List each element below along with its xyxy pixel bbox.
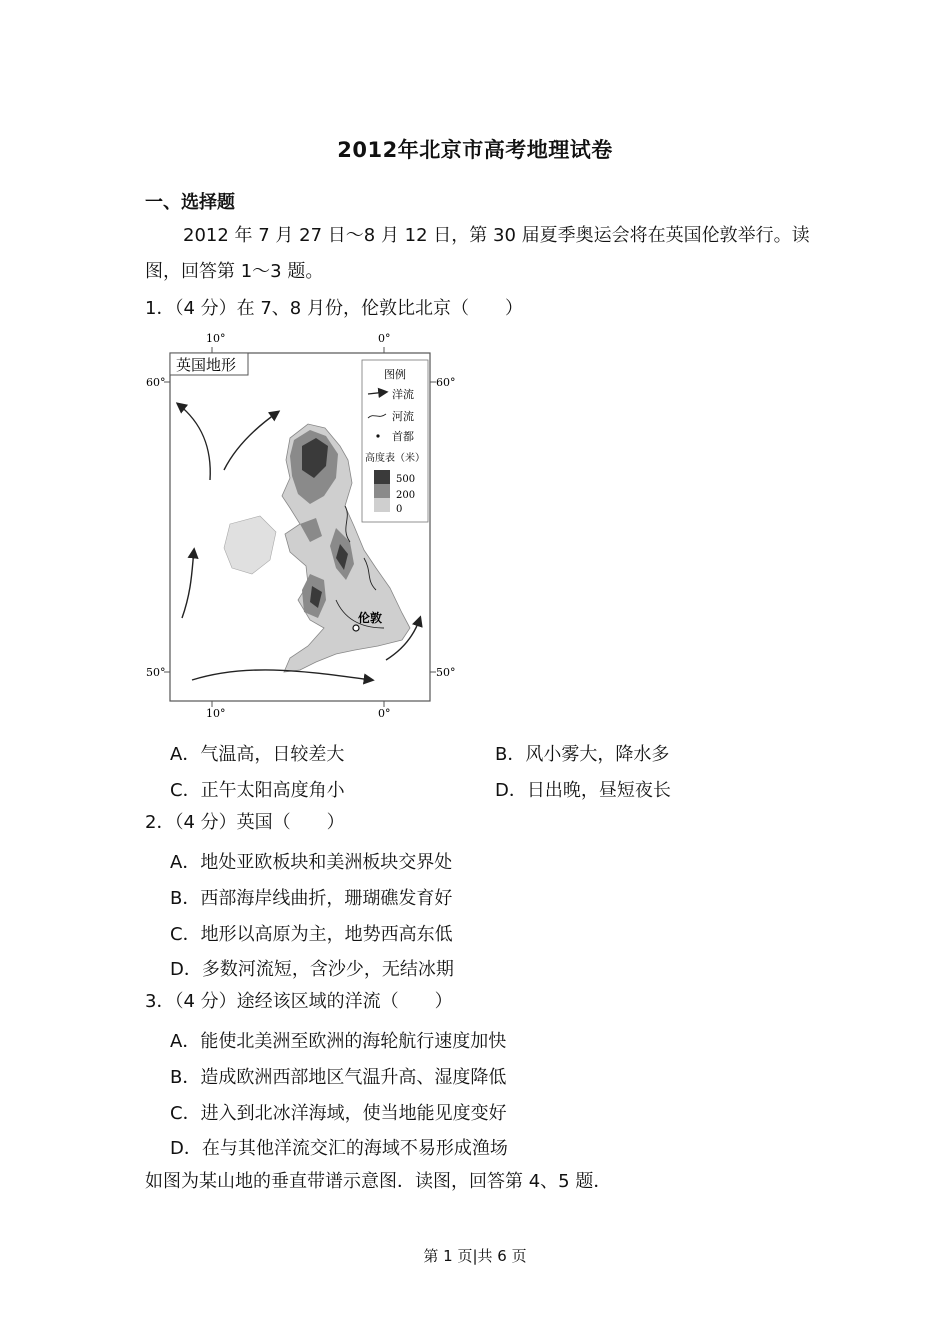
lon-label-10: 10° (206, 332, 226, 345)
intro-line-2: 图，回答第 1～3 题。 (145, 261, 324, 282)
section-heading: 一、选择题 (145, 192, 235, 213)
q3-option-a[interactable]: A．能使北美洲至欧洲的海轮航行速度加快 (170, 1031, 507, 1052)
q1-option-b[interactable]: B．风小雾大，降水多 (495, 744, 670, 765)
next-questions-intro: 如图为某山地的垂直带谱示意图．读图，回答第 4、5 题． (145, 1171, 612, 1192)
intro-line-1: 2012 年 7 月 27 日～8 月 12 日，第 30 届夏季奥运会将在英国伦敦举行。读 (183, 225, 810, 246)
lat-label-60: 60° (146, 376, 166, 389)
q3-option-d[interactable]: D．在与其他洋流交汇的海域不易形成渔场 (170, 1138, 508, 1159)
q3-option-c[interactable]: C．进入到北冰洋海域，使当地能见度变好 (170, 1103, 507, 1124)
lon-label-0: 0° (378, 332, 391, 345)
lon-label-10-bottom: 10° (206, 707, 226, 720)
q2-option-d[interactable]: D．多数河流短，含沙少，无结冰期 (170, 959, 454, 980)
elev-swatch-high (374, 470, 390, 484)
q1-option-d[interactable]: D．日出晚，昼短夜长 (495, 780, 671, 801)
q1-option-a[interactable]: A．气温高，日较差大 (170, 744, 345, 765)
legend-capital-icon (376, 434, 379, 437)
lat-label-60-right: 60° (436, 376, 456, 389)
legend-river: 河流 (392, 410, 414, 423)
page-footer: 第 1 页|共 6 页 (423, 1247, 527, 1265)
q1-option-c[interactable]: C．正午太阳高度角小 (170, 780, 345, 801)
map-title: 英国地形 (176, 356, 237, 374)
elevation-scale-title: 高度表（米） (365, 453, 425, 464)
question-1-stem: 1．（4 分）在 7、8 月份，伦敦比北京（ ） (145, 298, 523, 319)
elev-label-200: 200 (396, 490, 416, 501)
question-3-stem: 3．（4 分）途经该区域的洋流（ ） (145, 991, 453, 1012)
q3-option-b[interactable]: B．造成欧洲西部地区气温升高、湿度降低 (170, 1067, 507, 1088)
legend-capital: 首都 (392, 430, 414, 443)
elev-swatch-mid (374, 484, 390, 498)
page-title: 2012年北京市高考地理试卷 (337, 138, 613, 162)
london-marker (353, 625, 359, 631)
q2-option-a[interactable]: A．地处亚欧板块和美洲板块交界处 (170, 852, 453, 873)
lat-label-50: 50° (146, 666, 166, 679)
elev-swatch-low (374, 498, 390, 512)
capital-label: 伦敦 (357, 611, 383, 625)
q2-option-c[interactable]: C．地形以高原为主，地势西高东低 (170, 924, 453, 945)
question-2-stem: 2．（4 分）英国（ ） (145, 812, 345, 833)
q2-option-b[interactable]: B．西部海岸线曲折，珊瑚礁发育好 (170, 888, 453, 909)
legend-current: 洋流 (392, 388, 414, 401)
uk-terrain-map (140, 328, 470, 723)
legend-title: 图例 (384, 368, 406, 381)
lon-label-0-bottom: 0° (378, 707, 391, 720)
elev-label-0: 0 (396, 504, 403, 515)
lat-label-50-right: 50° (436, 666, 456, 679)
elev-label-500: 500 (396, 474, 416, 485)
